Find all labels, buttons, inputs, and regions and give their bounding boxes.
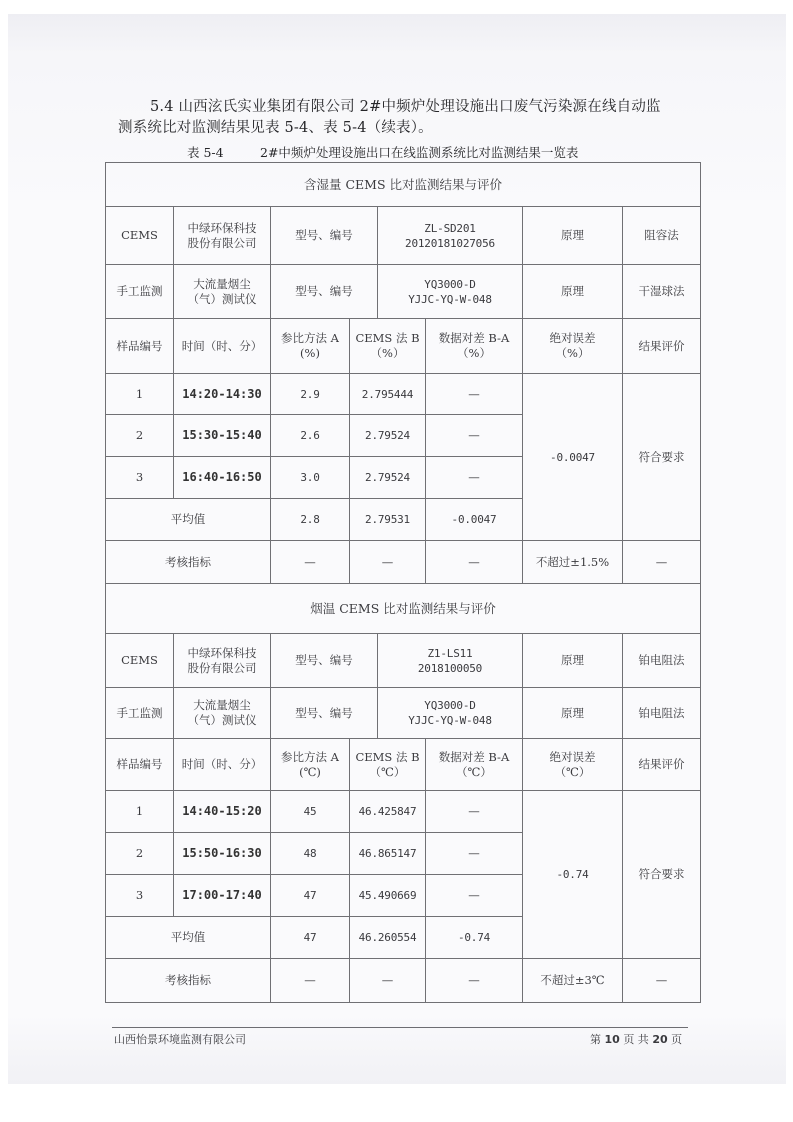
row2-diff: — [425, 414, 523, 457]
cems-model: ZL-SD201 20120181027056 [377, 206, 523, 265]
cems-model-label: 型号、编号 [270, 206, 378, 265]
row3-diff: — [425, 874, 523, 917]
row1-sample: 1 [105, 373, 174, 415]
row1-time: 14:20-14:30 [173, 373, 271, 415]
manual-label: 手工监测 [105, 687, 174, 739]
result-value: 符合要求 [622, 790, 701, 959]
row3-time: 17:00-17:40 [173, 874, 271, 917]
criteria-diff: — [425, 540, 523, 584]
row3-sample: 3 [105, 874, 174, 917]
criteria-limit: 不超过±1.5% [522, 540, 623, 584]
average-label: 平均值 [105, 916, 271, 959]
intro-line-1: 5.4 山西泫氏实业集团有限公司 2#中频炉处理设施出口废气污染源在线自动监 [150, 99, 661, 115]
manual-model-label: 型号、编号 [270, 264, 378, 319]
row2-sample: 2 [105, 832, 174, 875]
criteria-label: 考核指标 [105, 958, 271, 1003]
manual-instrument: 大流量烟尘 （气）测试仪 [173, 264, 271, 319]
col-sample: 样品编号 [105, 738, 174, 791]
criteria-limit: 不超过±3℃ [522, 958, 623, 1003]
manual-principle: 铂电阻法 [622, 687, 701, 739]
row3-b: 2.79524 [349, 456, 426, 499]
row2-a: 48 [270, 832, 350, 875]
row1-diff: — [425, 373, 523, 415]
row3-diff: — [425, 456, 523, 499]
section-title-temperature: 烟温 CEMS 比对监测结果与评价 [105, 583, 701, 634]
row2-a: 2.6 [270, 414, 350, 457]
criteria-diff: — [425, 958, 523, 1003]
average-diff: -0.74 [425, 916, 523, 959]
col-diff: 数据对差 B-A （%） [425, 318, 523, 374]
cems-label: CEMS [105, 206, 174, 265]
page-number: 第 10 页 共 20 页 [590, 1033, 683, 1046]
average-diff: -0.0047 [425, 498, 523, 541]
row2-b: 2.79524 [349, 414, 426, 457]
row2-sample: 2 [105, 414, 174, 457]
footer-divider [112, 1027, 688, 1028]
result-value: 符合要求 [622, 373, 701, 541]
manual-model: YQ3000-D YJJC-YQ-W-048 [377, 264, 523, 319]
intro-line-2: 测系统比对监测结果见表 5-4、表 5-4（续表）。 [118, 120, 433, 136]
col-result: 结果评价 [622, 318, 701, 374]
cems-maker: 中绿环保科技 股份有限公司 [173, 206, 271, 265]
col-sample: 样品编号 [105, 318, 174, 374]
manual-principle: 干湿球法 [622, 264, 701, 319]
col-time: 时间（时、分） [173, 738, 271, 791]
col-time: 时间（时、分） [173, 318, 271, 374]
cems-principle: 铂电阻法 [622, 633, 701, 688]
col-cems-b: CEMS 法 B （%） [349, 318, 426, 374]
average-b: 46.260554 [349, 916, 426, 959]
criteria-b: — [349, 958, 426, 1003]
manual-principle-label: 原理 [522, 687, 623, 739]
criteria-result: — [622, 958, 701, 1003]
row3-a: 47 [270, 874, 350, 917]
row3-a: 3.0 [270, 456, 350, 499]
row3-sample: 3 [105, 456, 174, 499]
cems-principle-label: 原理 [522, 206, 623, 265]
row1-time: 14:40-15:20 [173, 790, 271, 833]
footer-company: 山西怡景环境监测有限公司 [114, 1033, 246, 1046]
row1-a: 45 [270, 790, 350, 833]
manual-principle-label: 原理 [522, 264, 623, 319]
table-title: 2#中频炉处理设施出口在线监测系统比对监测结果一览表 [260, 145, 579, 160]
row2-diff: — [425, 832, 523, 875]
criteria-a: — [270, 540, 350, 584]
cems-model-label: 型号、编号 [270, 633, 378, 688]
row3-b: 45.490669 [349, 874, 426, 917]
abs-error-value: -0.74 [522, 790, 623, 959]
section-title-moisture: 含湿量 CEMS 比对监测结果与评价 [105, 162, 701, 207]
row1-a: 2.9 [270, 373, 350, 415]
manual-model: YQ3000-D YJJC-YQ-W-048 [377, 687, 523, 739]
col-result: 结果评价 [622, 738, 701, 791]
cems-maker: 中绿环保科技 股份有限公司 [173, 633, 271, 688]
row2-b: 46.865147 [349, 832, 426, 875]
col-ref-a: 参比方法 A (℃) [270, 738, 350, 791]
criteria-label: 考核指标 [105, 540, 271, 584]
manual-label: 手工监测 [105, 264, 174, 319]
criteria-result: — [622, 540, 701, 584]
average-b: 2.79531 [349, 498, 426, 541]
col-ref-a: 参比方法 A (%) [270, 318, 350, 374]
cems-principle: 阻容法 [622, 206, 701, 265]
row1-b: 46.425847 [349, 790, 426, 833]
row1-sample: 1 [105, 790, 174, 833]
row2-time: 15:30-15:40 [173, 414, 271, 457]
cems-principle-label: 原理 [522, 633, 623, 688]
average-a: 2.8 [270, 498, 350, 541]
col-abs-err: 绝对误差 （℃） [522, 738, 623, 791]
table-number: 表 5-4 [187, 145, 224, 160]
intro-paragraph [118, 97, 703, 139]
manual-model-label: 型号、编号 [270, 687, 378, 739]
row1-diff: — [425, 790, 523, 833]
row2-time: 15:50-16:30 [173, 832, 271, 875]
col-cems-b: CEMS 法 B （℃） [349, 738, 426, 791]
cems-label: CEMS [105, 633, 174, 688]
col-abs-err: 绝对误差 （%） [522, 318, 623, 374]
average-a: 47 [270, 916, 350, 959]
criteria-b: — [349, 540, 426, 584]
cems-model: Z1-LS11 2018100050 [377, 633, 523, 688]
manual-instrument: 大流量烟尘 （气）测试仪 [173, 687, 271, 739]
abs-error-value: -0.0047 [522, 373, 623, 541]
row3-time: 16:40-16:50 [173, 456, 271, 499]
col-diff: 数据对差 B-A （℃） [425, 738, 523, 791]
average-label: 平均值 [105, 498, 271, 541]
row1-b: 2.795444 [349, 373, 426, 415]
criteria-a: — [270, 958, 350, 1003]
